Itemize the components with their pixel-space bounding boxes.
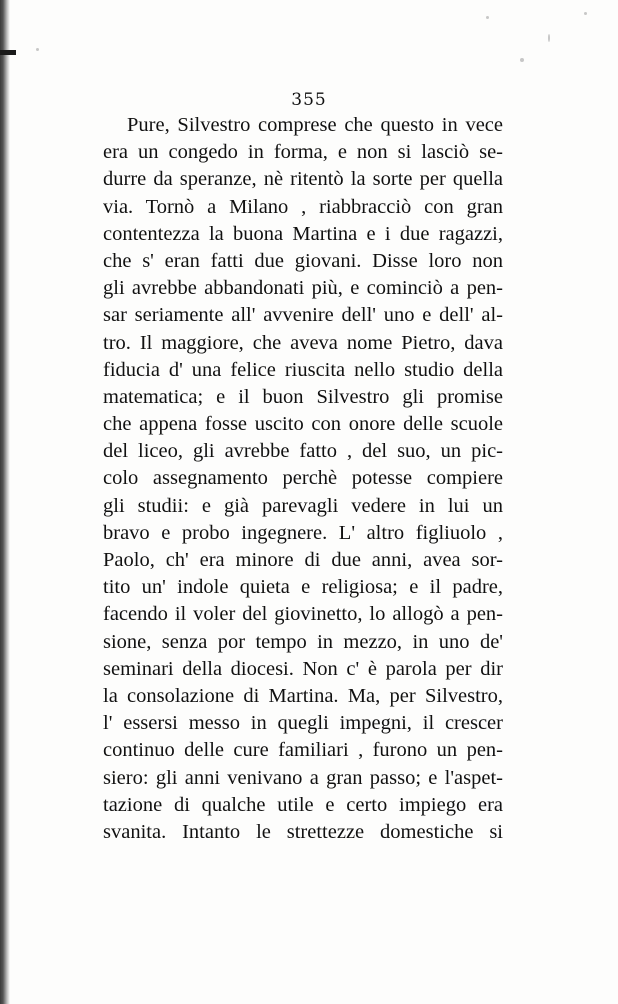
text-line: sar seriamente all' avvenire dell' uno e dell' al- — [103, 304, 503, 327]
text-line: fiducia d' una felice riuscita nello studio della — [103, 358, 503, 381]
text-line: tito un' indole quieta e religiosa; e il padre, — [103, 576, 503, 599]
text-line: del liceo, gli avrebbe fatto , del suo, un pic- — [103, 440, 503, 463]
text-line: continuo delle cure familiari , furono un pen- — [103, 739, 503, 762]
text-line: colo assegnamento perchè potesse compiere — [103, 467, 503, 490]
text-line: siero: gli anni venivano a gran passo; e l'aspet- — [103, 766, 503, 789]
text-line: seminari della diocesi. Non c' è parola per dir — [103, 657, 503, 680]
text-line: gli studii: e già parevagli vedere in lui un — [103, 494, 503, 517]
text-line: sione, senza por tempo in mezzo, in uno de' — [103, 630, 503, 653]
text-line: Paolo, ch' era minore di due anni, avea sor- — [103, 549, 503, 571]
text-line: bravo e probo ingegnere. L' altro figliuolo , — [103, 521, 503, 544]
text-line: che appena fosse uscito con onore delle scuole — [103, 413, 503, 436]
text-line: via. Tornò a Milano , riabbracciò con gran — [103, 195, 503, 218]
text-line: durre da speranze, nè ritentò la sorte per quella — [103, 168, 503, 191]
binding-edge — [0, 0, 10, 1004]
paper-speck — [486, 16, 489, 19]
page-body-text — [103, 112, 503, 846]
text-line: l' essersi messo in quegli impegni, il crescer — [103, 712, 503, 735]
text-line: svanita. Intanto le strettezze domestiche si — [103, 820, 503, 843]
text-line: era un congedo in forma, e non si lasciò se- — [103, 141, 503, 164]
paper-speck — [584, 12, 587, 15]
page-number: 355 — [291, 90, 327, 110]
text-line: gli avrebbe abbandonati più, e cominciò a pen- — [103, 277, 503, 300]
text-line: tro. Il maggiore, che aveva nome Pietro, dava — [103, 331, 503, 354]
text-line: la consolazione di Martina. Ma, per Silvestro, — [103, 684, 503, 707]
paper-speck — [520, 58, 524, 62]
text-line: facendo il voler del giovinetto, lo allogò a pen- — [103, 603, 503, 626]
text-line: contentezza la buona Martina e i due ragazzi, — [103, 222, 503, 245]
binding-mark — [0, 50, 16, 55]
text-line: Pure, Silvestro comprese che questo in vece — [127, 114, 503, 136]
text-line: matematica; e il buon Silvestro gli promise — [103, 385, 503, 408]
paper-speck — [548, 34, 550, 42]
paper-speck — [36, 48, 39, 51]
text-line: tazione di qualche utile e certo impiego era — [103, 793, 503, 816]
text-line: che s' eran fatti due giovani. Disse loro non — [103, 249, 503, 272]
